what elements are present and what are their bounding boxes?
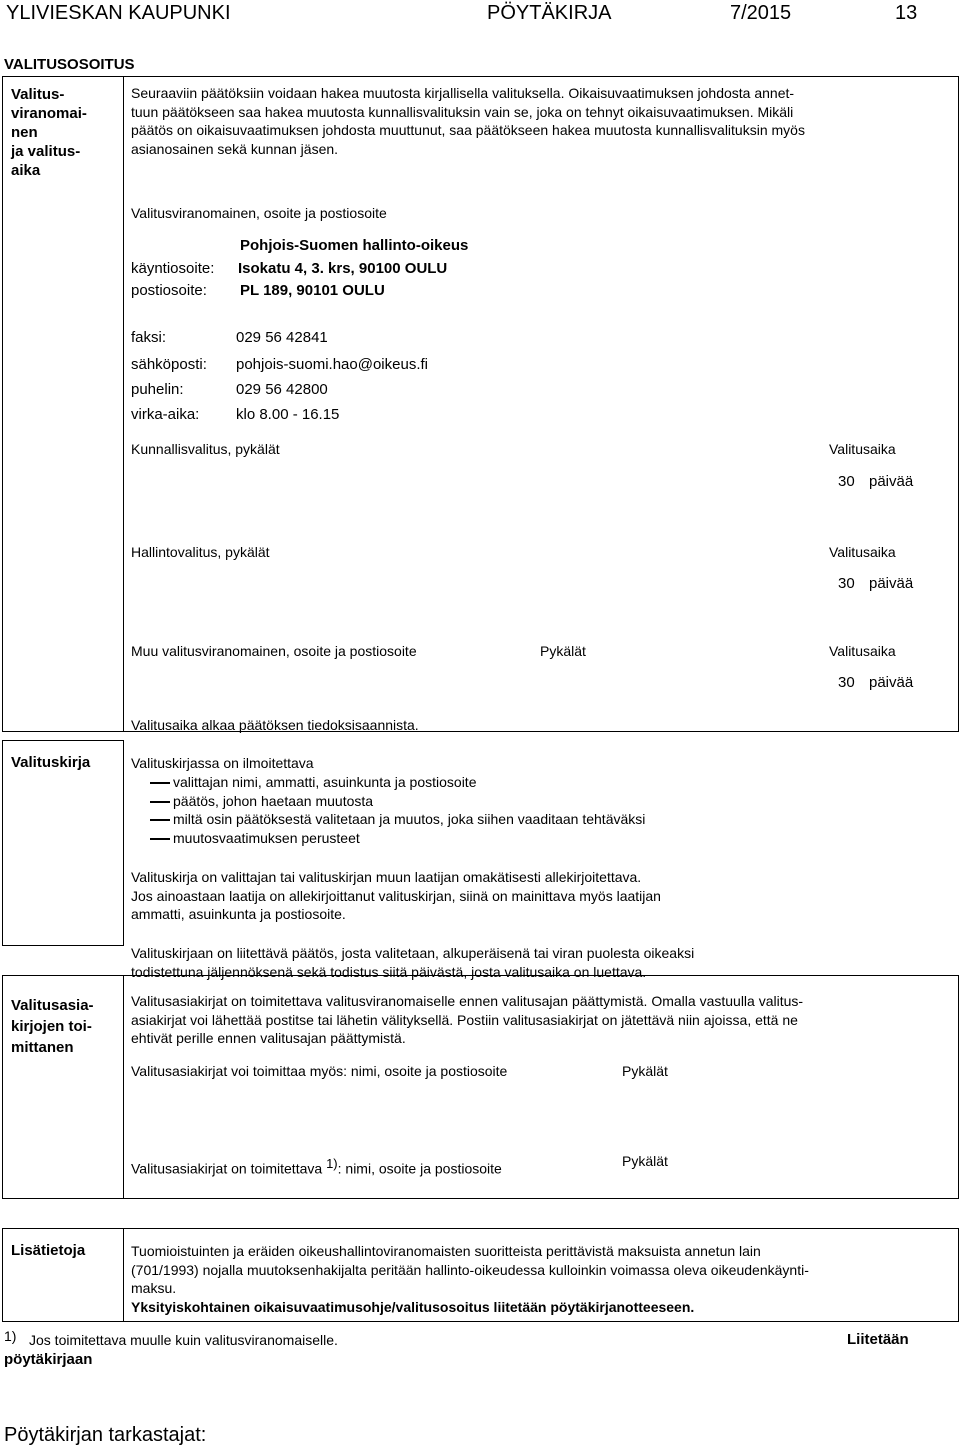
list-item: valittajan nimi, ammatti, asuinkunta ja postiosoite bbox=[150, 773, 645, 792]
phone-label: puhelin: bbox=[131, 381, 184, 398]
info-divider bbox=[123, 1229, 124, 1321]
list-item: päätös, johon haetaan muutosta bbox=[150, 792, 645, 811]
authority-name: Pohjois-Suomen hallinto-oikeus bbox=[240, 237, 469, 254]
delivery-sections-label: Pykälät bbox=[622, 1063, 668, 1079]
delivery-side-label: Valitusasia- kirjojen toi- mittanen bbox=[11, 997, 94, 1056]
other-days-number: 30 bbox=[838, 674, 855, 691]
section-title: VALITUSOSOITUS bbox=[4, 56, 135, 73]
authority-heading: Valitusviranomainen, osoite ja postiosoite bbox=[131, 205, 387, 221]
footnote-attached-label: Liitetään bbox=[847, 1331, 909, 1348]
appeal-letter-list bbox=[150, 773, 645, 847]
appeal-side-label: Valitus- viranomai- nen ja valitus- aika bbox=[11, 86, 87, 179]
other-sections-label: Pykälät bbox=[540, 643, 586, 659]
info-text: Tuomioistuinten ja eräiden oikeushallintoviranomaisten suoritteista perittävistä maksuista annetun lain (701/1993) nojalla muutoksenhakijalta peritään hallinto-oikeudessa kulloinkin voimassa oleva oikeudenkäynti- maksu. Yksityiskohtainen oikaisuvaatimusohje/valitusosoitus liitetään pöytäkirjanotteeseen. bbox=[131, 1243, 809, 1315]
appeal-box bbox=[2, 76, 959, 732]
footnote-text: Jos toimitettava muulle kuin valitusviranomaiselle. bbox=[29, 1332, 338, 1348]
footnote-attached-continued: pöytäkirjaan bbox=[4, 1351, 93, 1368]
email-label: sähköposti: bbox=[131, 356, 207, 373]
admin-period-label: Valitusaika bbox=[829, 544, 896, 560]
appeal-intro: Seuraaviin päätöksiin voidaan hakea muutosta kirjallisella valituksella. Oikaisuvaatimuksen johdosta annet- tuun päätökseen saa hakea muutosta kunnallisvalituksin vain se, joka on tehnyt oikaisuvaatimuksen. Mikäli päätös on oikaisuvaatimuksen johdosta muuttunut, saa päätökseen hakea muutosta kunnallisvalituksin myös asianosainen sekä kunnan jäsen. bbox=[131, 85, 805, 157]
reviewers-label: Pöytäkirjan tarkastajat: bbox=[4, 1424, 207, 1446]
deliver-to-label: Valitusasiakirjat on toimitettava $^{1)}$: nimi, osoite ja postiosoite bbox=[131, 1156, 502, 1177]
admin-appeal-label: Hallintovalitus, pykälät bbox=[131, 544, 270, 560]
admin-days-number: 30 bbox=[838, 575, 855, 592]
post-address-label: postiosoite: bbox=[131, 282, 207, 299]
office-hours-label: virka-aika: bbox=[131, 406, 200, 423]
dash-bullet bbox=[150, 782, 170, 784]
appeal-letter-side-label: Valituskirja bbox=[11, 754, 91, 771]
delivery-text: Valitusasiakirjat on toimitettava valitusviranomaiselle ennen valitusajan päättymistä. Omalla vastuulla valitus- asiakirjat voi lähettää postitse tai lähetin välityksellä. Postiin valitusasiakirjat on jätettävä niin ajoissa, että ne ehtivät perille ennen valitusajan päättymistä. bbox=[131, 993, 804, 1046]
visit-address: Isokatu 4, 3. krs, 90100 OULU bbox=[238, 260, 448, 277]
fax-value: 029 56 42841 bbox=[236, 329, 328, 346]
delivery-divider bbox=[123, 976, 124, 1198]
visit-address-label: käyntiosoite: bbox=[131, 260, 215, 277]
municipal-days-unit: päivää bbox=[869, 473, 914, 490]
footnote-mark: 1) bbox=[4, 1328, 17, 1344]
delivery-also-label: Valitusasiakirjat voi toimittaa myös: nimi, osoite ja postiosoite bbox=[131, 1063, 508, 1079]
dash-bullet bbox=[150, 801, 170, 803]
period-start-note: Valitusaika alkaa päätöksen tiedoksisaannista. bbox=[131, 717, 419, 733]
other-period-label: Valitusaika bbox=[829, 643, 896, 659]
municipality-name: YLIVIESKAN KAUPUNKI bbox=[6, 2, 231, 24]
dash-bullet bbox=[150, 838, 170, 840]
page-number: 13 bbox=[895, 2, 918, 24]
admin-days-unit: päivää bbox=[869, 575, 914, 592]
fax-label: faksi: bbox=[131, 329, 167, 346]
list-item: muutosvaatimuksen perusteet bbox=[150, 829, 645, 848]
appeal-letter-signature-text: Valituskirja on valittajan tai valituskirjan muun laatijan omakätisesti allekirjoitettava. Jos ainoastaan laatija on allekirjoittanut valituskirjan, siinä on mainittava myös laatijan ammatti, asuinkunta ja postiosoite. bbox=[131, 869, 661, 922]
phone-value: 029 56 42800 bbox=[236, 381, 328, 398]
municipal-period-label: Valitusaika bbox=[829, 441, 896, 457]
municipal-appeal-label: Kunnallisvalitus, pykälät bbox=[131, 441, 280, 457]
dash-bullet bbox=[150, 819, 170, 821]
appeal-letter-lead: Valituskirjassa on ilmoitettava bbox=[131, 755, 314, 771]
deliver-sections-label: Pykälät bbox=[622, 1153, 668, 1169]
municipal-days-number: 30 bbox=[838, 473, 855, 490]
appeal-divider bbox=[123, 77, 124, 731]
document-type: PÖYTÄKIRJA bbox=[487, 2, 612, 24]
other-authority-label: Muu valitusviranomainen, osoite ja postiosoite bbox=[131, 643, 417, 659]
post-address: PL 189, 90101 OULU bbox=[240, 282, 385, 299]
office-hours-value: klo 8.00 - 16.15 bbox=[236, 406, 340, 423]
list-item: miltä osin päätöksestä valitetaan ja muutos, joka siihen vaaditaan tehtäväksi bbox=[150, 810, 645, 829]
email-value: pohjois-suomi.hao@oikeus.fi bbox=[236, 356, 428, 373]
other-days-unit: päivää bbox=[869, 674, 914, 691]
meeting-number: 7/2015 bbox=[730, 2, 792, 24]
appeal-letter-attachment-text: Valituskirjaan on liitettävä päätös, josta valitetaan, alkuperäisenä tai viran puolesta oikeaksi todistettuna jäljennöksenä sekä todistus siitä päivästä, josta valitusaika on luettava. bbox=[131, 945, 695, 980]
info-side-label: Lisätietoja bbox=[11, 1242, 86, 1259]
